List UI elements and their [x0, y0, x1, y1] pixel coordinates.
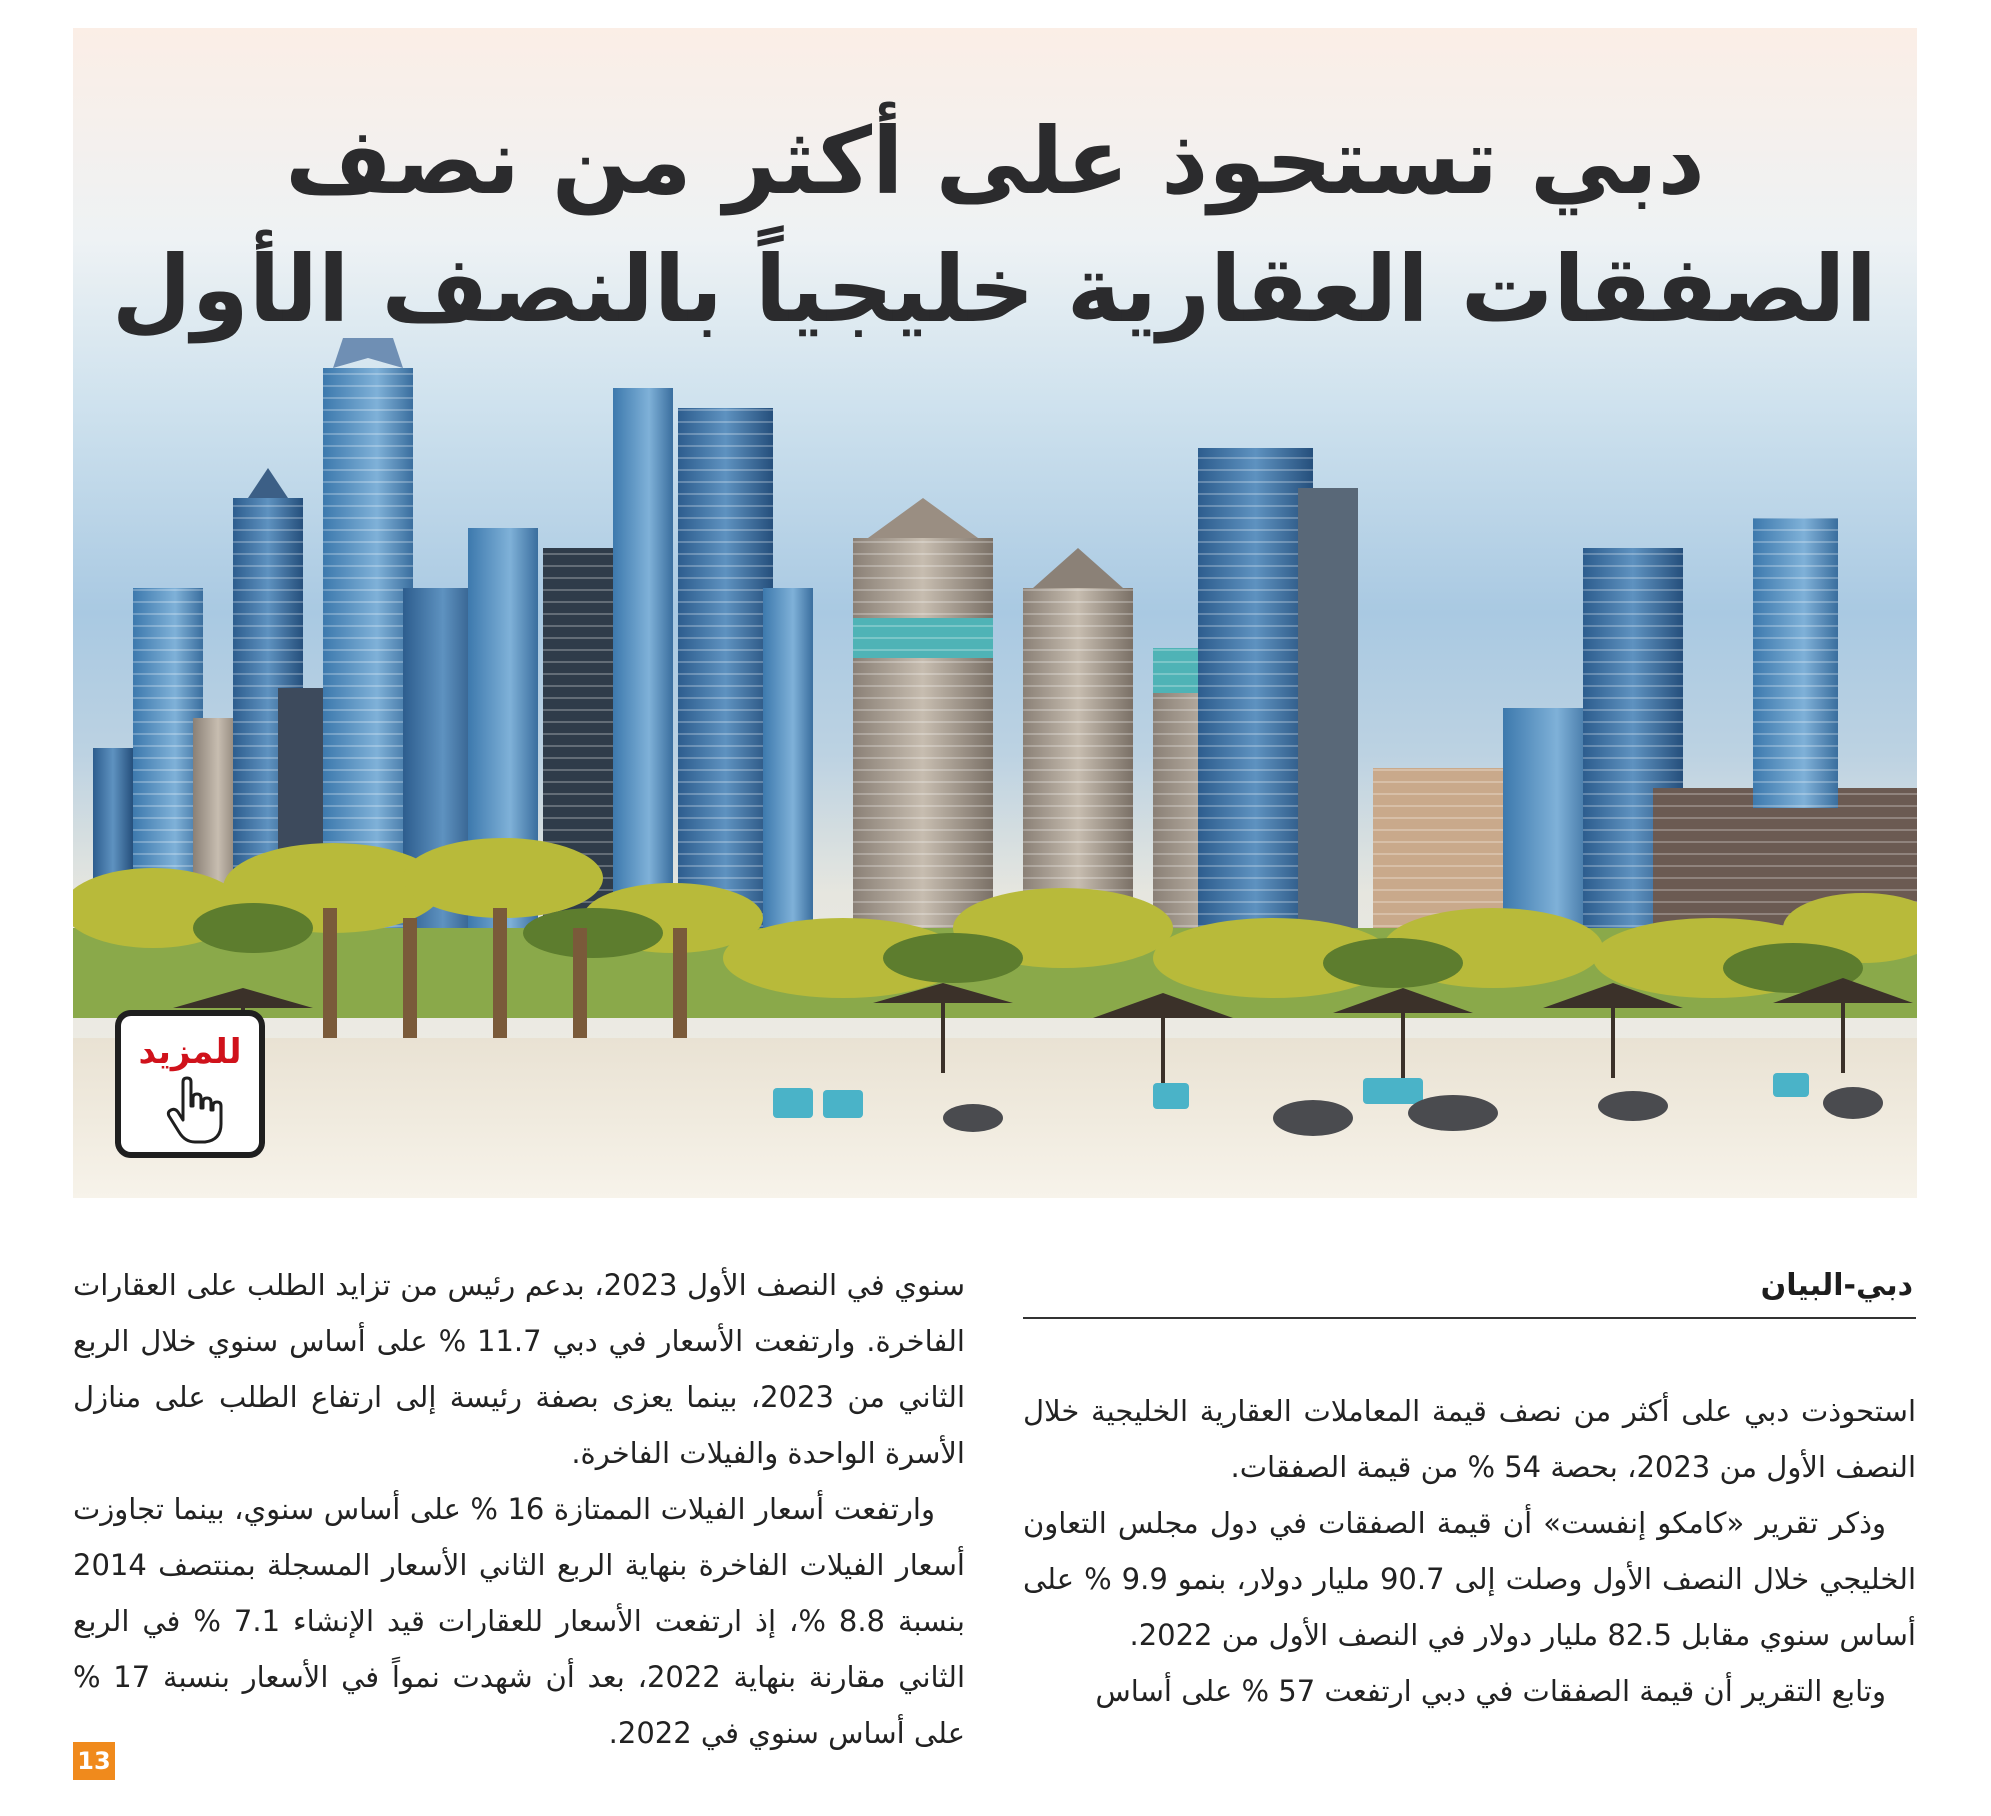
headline	[113, 98, 1877, 354]
article-paragraph: وتابع التقرير أن قيمة الصفقات في دبي ارتفعت 57 % على أساس	[1095, 1674, 1886, 1708]
article-column-right	[1023, 1383, 1916, 1719]
article-column-left	[73, 1257, 965, 1761]
more-button-label: للمزيد	[138, 1032, 242, 1072]
headline-line-2: الصفقات العقارية خليجياً بالنصف الأول	[111, 236, 1877, 343]
article-paragraph: وذكر تقرير «كامكو إنفست» أن قيمة الصفقات في دول مجلس التعاون الخليجي خلال النصف الأول وصلت إلى 90.7 مليار دولار، بنمو 9.9 % على أساس سنوي مقابل 82.5 مليار دولار في النصف الأول من 2022.	[1023, 1506, 1916, 1652]
article-paragraph: استحوذت دبي على أكثر من نصف قيمة المعاملات العقارية الخليجية خلال النصف الأول من 2023، بحصة 54 % من قيمة الصفقات.	[1023, 1394, 1916, 1484]
more-button[interactable]	[115, 1010, 265, 1158]
page-number-badge: 13	[73, 1742, 115, 1780]
dateline: دبي-البيان	[1760, 1268, 1913, 1303]
dateline-divider	[1023, 1317, 1916, 1319]
headline-line-1: دبي تستحوذ على أكثر من نصف	[285, 108, 1705, 215]
hero-photo	[73, 28, 1917, 1198]
hand-pointer-icon	[163, 1076, 225, 1146]
article-paragraph: وارتفعت أسعار الفيلات الممتازة 16 % على أساس سنوي، بينما تجاوزت أسعار الفيلات الفاخرة بنهاية الربع الثاني الأسعار المسجلة بمنتصف 2014 بنسبة 8.8 %، إذ ارتفعت الأسعار للعقارات قيد الإنشاء 7.1 % في الربع الثاني مقارنة بنهاية 2022، بعد أن شهدت نمواً في الأسعار بنسبة 17 % على أساس سنوي في 2022.	[73, 1492, 965, 1750]
article-paragraph: سنوي في النصف الأول 2023، بدعم رئيس من تزايد الطلب على العقارات الفاخرة. وارتفعت الأسعار في دبي 11.7 % على أساس سنوي خلال الربع الثاني من 2023، بينما يعزى بصفة رئيسة إلى ارتفاع الطلب على منازل الأسرة الواحدة والفيلات الفاخرة.	[73, 1268, 966, 1470]
